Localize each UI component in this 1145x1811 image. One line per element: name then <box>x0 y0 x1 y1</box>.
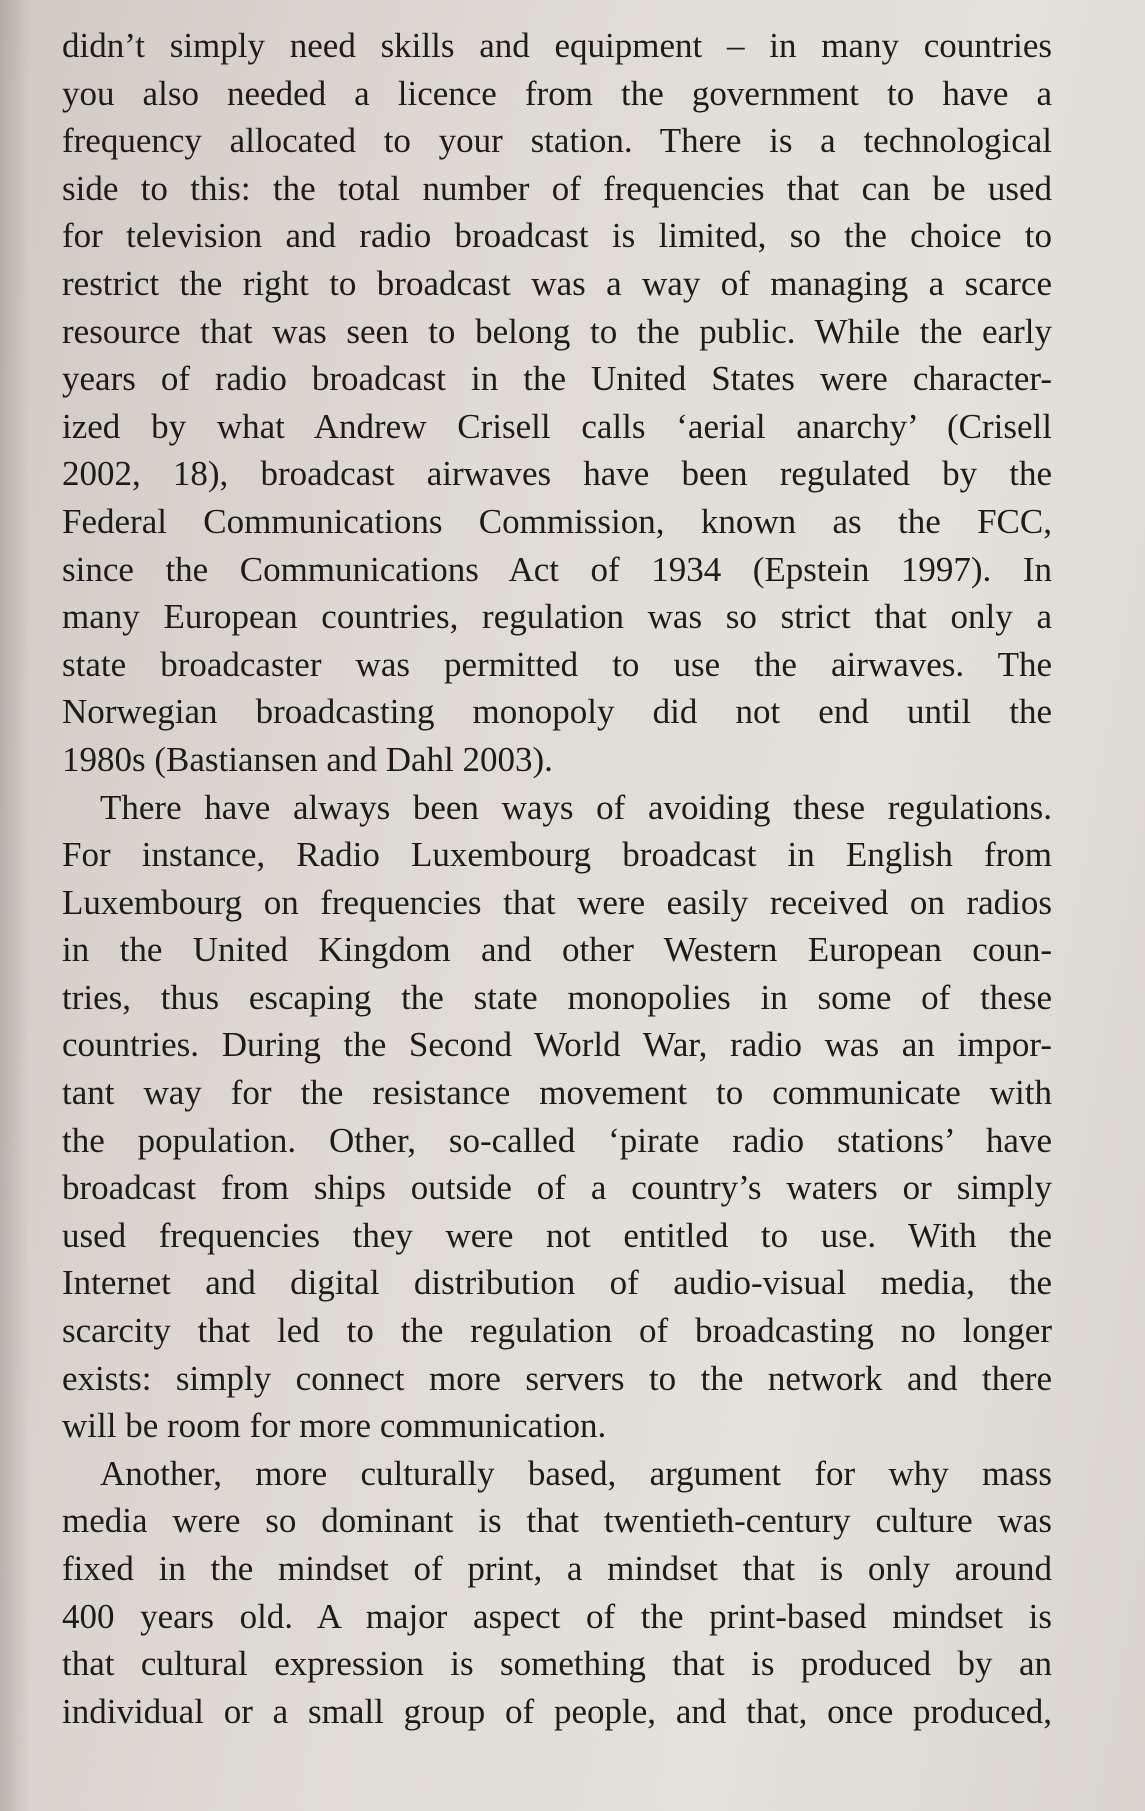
text-line: Norwegian broadcasting monopoly did not end until the <box>62 692 1052 732</box>
text-line: 1980s (Bastiansen and Dahl 2003). <box>62 739 553 779</box>
text-line: Another, more culturally based, argument for why mass <box>100 1453 1052 1493</box>
text-line: restrict the right to broadcast was a way of managing a scarce <box>62 263 1052 303</box>
page-edge-shadow <box>0 0 30 1811</box>
text-line: in the United Kingdom and other Western European coun- <box>62 930 1052 970</box>
text-line: resource that was seen to belong to the public. While the early <box>62 311 1052 351</box>
text-line: Federal Communications Commission, known as the FCC, <box>62 501 1052 541</box>
text-line: many European countries, regulation was so strict that only a <box>62 597 1052 637</box>
paragraph-licensing <box>62 22 1052 784</box>
text-line: state broadcaster was permitted to use the airwaves. The <box>62 644 1052 684</box>
paragraph-avoiding-regulations <box>62 784 1052 1450</box>
text-line: since the Communications Act of 1934 (Epstein 1997). In <box>62 549 1052 589</box>
text-line: 2002, 18), broadcast airwaves have been regulated by the <box>62 454 1052 494</box>
text-line: side to this: the total number of frequencies that can be used <box>62 168 1052 208</box>
text-line: individual or a small group of people, and that, once produced, <box>62 1691 1052 1731</box>
text-line: will be room for more communication. <box>62 1406 607 1446</box>
text-line: There have always been ways of avoiding these regulations. <box>100 787 1052 827</box>
text-line: media were so dominant is that twentieth-century culture was <box>62 1501 1052 1541</box>
text-line: tries, thus escaping the state monopolies in some of these <box>62 977 1052 1017</box>
text-line: didn’t simply need skills and equipment – in many countries <box>62 26 1052 65</box>
text-line: years of radio broadcast in the United States were character- <box>62 359 1052 399</box>
text-line: exists: simply connect more servers to the network and there <box>62 1358 1052 1398</box>
text-line: tant way for the resistance movement to communicate with <box>62 1073 1052 1113</box>
text-line: the population. Other, so-called ‘pirate radio stations’ have <box>62 1120 1052 1160</box>
text-line: Luxembourg on frequencies that were easily received on radios <box>62 882 1052 922</box>
text-line: For instance, Radio Luxembourg broadcast in English from <box>62 835 1052 875</box>
book-page <box>62 22 1052 1735</box>
text-line: for television and radio broadcast is limited, so the choice to <box>62 216 1052 256</box>
text-line: you also needed a licence from the government to have a <box>62 73 1052 113</box>
text-line: countries. During the Second World War, radio was an impor- <box>62 1025 1052 1065</box>
text-line: fixed in the mindset of print, a mindset that is only around <box>62 1549 1052 1588</box>
paragraph-print-mindset <box>62 1450 1052 1736</box>
text-line: ized by what Andrew Crisell calls ‘aerial anarchy’ (Crisell <box>62 406 1052 446</box>
text-line: Internet and digital distribution of audio-visual media, the <box>62 1263 1052 1303</box>
text-line: scarcity that led to the regulation of broadcasting no longer <box>62 1311 1052 1351</box>
text-line: frequency allocated to your station. There is a technological <box>62 121 1052 161</box>
text-line: used frequencies they were not entitled to use. With the <box>62 1215 1052 1255</box>
text-line: 400 years old. A major aspect of the print-based mindset is <box>62 1596 1052 1636</box>
text-line: that cultural expression is something that is produced by an <box>62 1644 1052 1684</box>
text-line: broadcast from ships outside of a country’s waters or simply <box>62 1168 1052 1208</box>
